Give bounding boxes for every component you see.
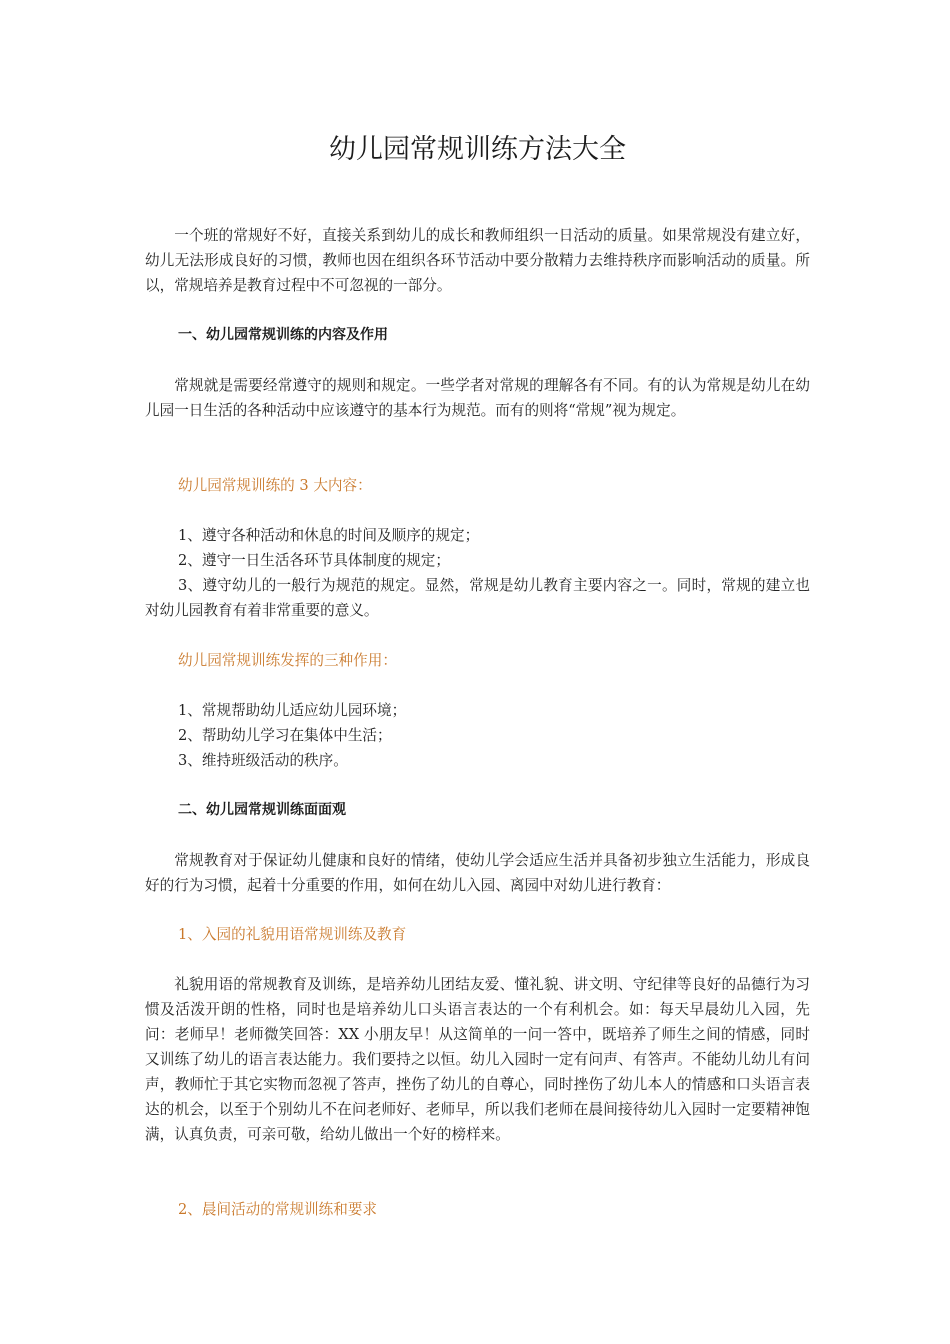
section-2-subheading-2: 2、晨间活动的常规训练和要求 bbox=[178, 1201, 378, 1218]
document-title: 幼儿园常规训练方法大全 bbox=[329, 134, 626, 165]
contents-subtitle: 幼儿园常规训练的 3 大内容： bbox=[178, 477, 372, 494]
intro-paragraph: 一个班的常规好不好，直接关系到幼儿的成长和教师组织一日活动的质量。如果常规没有建立好，幼儿无法形成良好的习惯，教师也因在组织各环节活动中要分散精力去维持秩序而影响活动的质量。所以，常规培养是教育过程中不可忽视的一部分。 bbox=[145, 227, 810, 294]
section-2-heading: 二、幼儿园常规训练面面观 bbox=[178, 802, 346, 818]
functions-item-3: 3、维持班级活动的秩序。 bbox=[178, 752, 348, 769]
contents-item-1: 1、遵守各种活动和休息的时间及顺序的规定； bbox=[178, 527, 480, 544]
contents-item-3: 3、遵守幼儿的一般行为规范的规定。显然，常规是幼儿教育主要内容之一。同时，常规的建立也对幼儿园教育有着非常重要的意义。 bbox=[145, 577, 810, 619]
section-2-subheading-1: 1、入园的礼貌用语常规训练及教育 bbox=[178, 926, 407, 943]
section-1-heading: 一、幼儿园常规训练的内容及作用 bbox=[178, 327, 388, 343]
functions-item-1: 1、常规帮助幼儿适应幼儿园环境； bbox=[178, 702, 407, 719]
section-2-paragraph: 常规教育对于保证幼儿健康和良好的情绪，使幼儿学会适应生活并具备初步独立生活能力，形成良好的行为习惯，起着十分重要的作用，如何在幼儿入园、离园中对幼儿进行教育： bbox=[145, 852, 810, 894]
contents-item-2: 2、遵守一日生活各环节具体制度的规定； bbox=[178, 552, 450, 569]
functions-subtitle: 幼儿园常规训练发挥的三种作用： bbox=[178, 652, 397, 669]
functions-item-2: 2、帮助幼儿学习在集体中生活； bbox=[178, 727, 392, 744]
section-1-paragraph: 常规就是需要经常遵守的规则和规定。一些学者对常规的理解各有不同。有的认为常规是幼儿在幼儿园一日生活的各种活动中应该遵守的基本行为规范。而有的则将“常规”视为规定。 bbox=[145, 377, 810, 419]
section-2-sub-1-paragraph: 礼貌用语的常规教育及训练，是培养幼儿团结友爱、懂礼貌、讲文明、守纪律等良好的品德行为习惯及活泼开朗的性格，同时也是培养幼儿口头语言表达的一个有利机会。如：每天早晨幼儿入园，先问：老师早！老师微笑回答：XX 小朋友早！从这简单的一问一答中，既培养了师生之间的情感，同时又训练了幼儿的语言表达能力。我们要持之以恒。幼儿入园时一定有问声、有答声。不能幼儿幼儿有问声，教师忙于其它实物而忽视了答声，挫伤了幼儿的自尊心，同时挫伤了幼儿本人的情感和口头语言表达的机会，以至于个别幼儿不在问老师好、老师早，所以我们老师在晨间接待幼儿入园时一定要精神饱满，认真负责，可亲可敬，给幼儿做出一个好的榜样来。 bbox=[145, 976, 810, 1143]
